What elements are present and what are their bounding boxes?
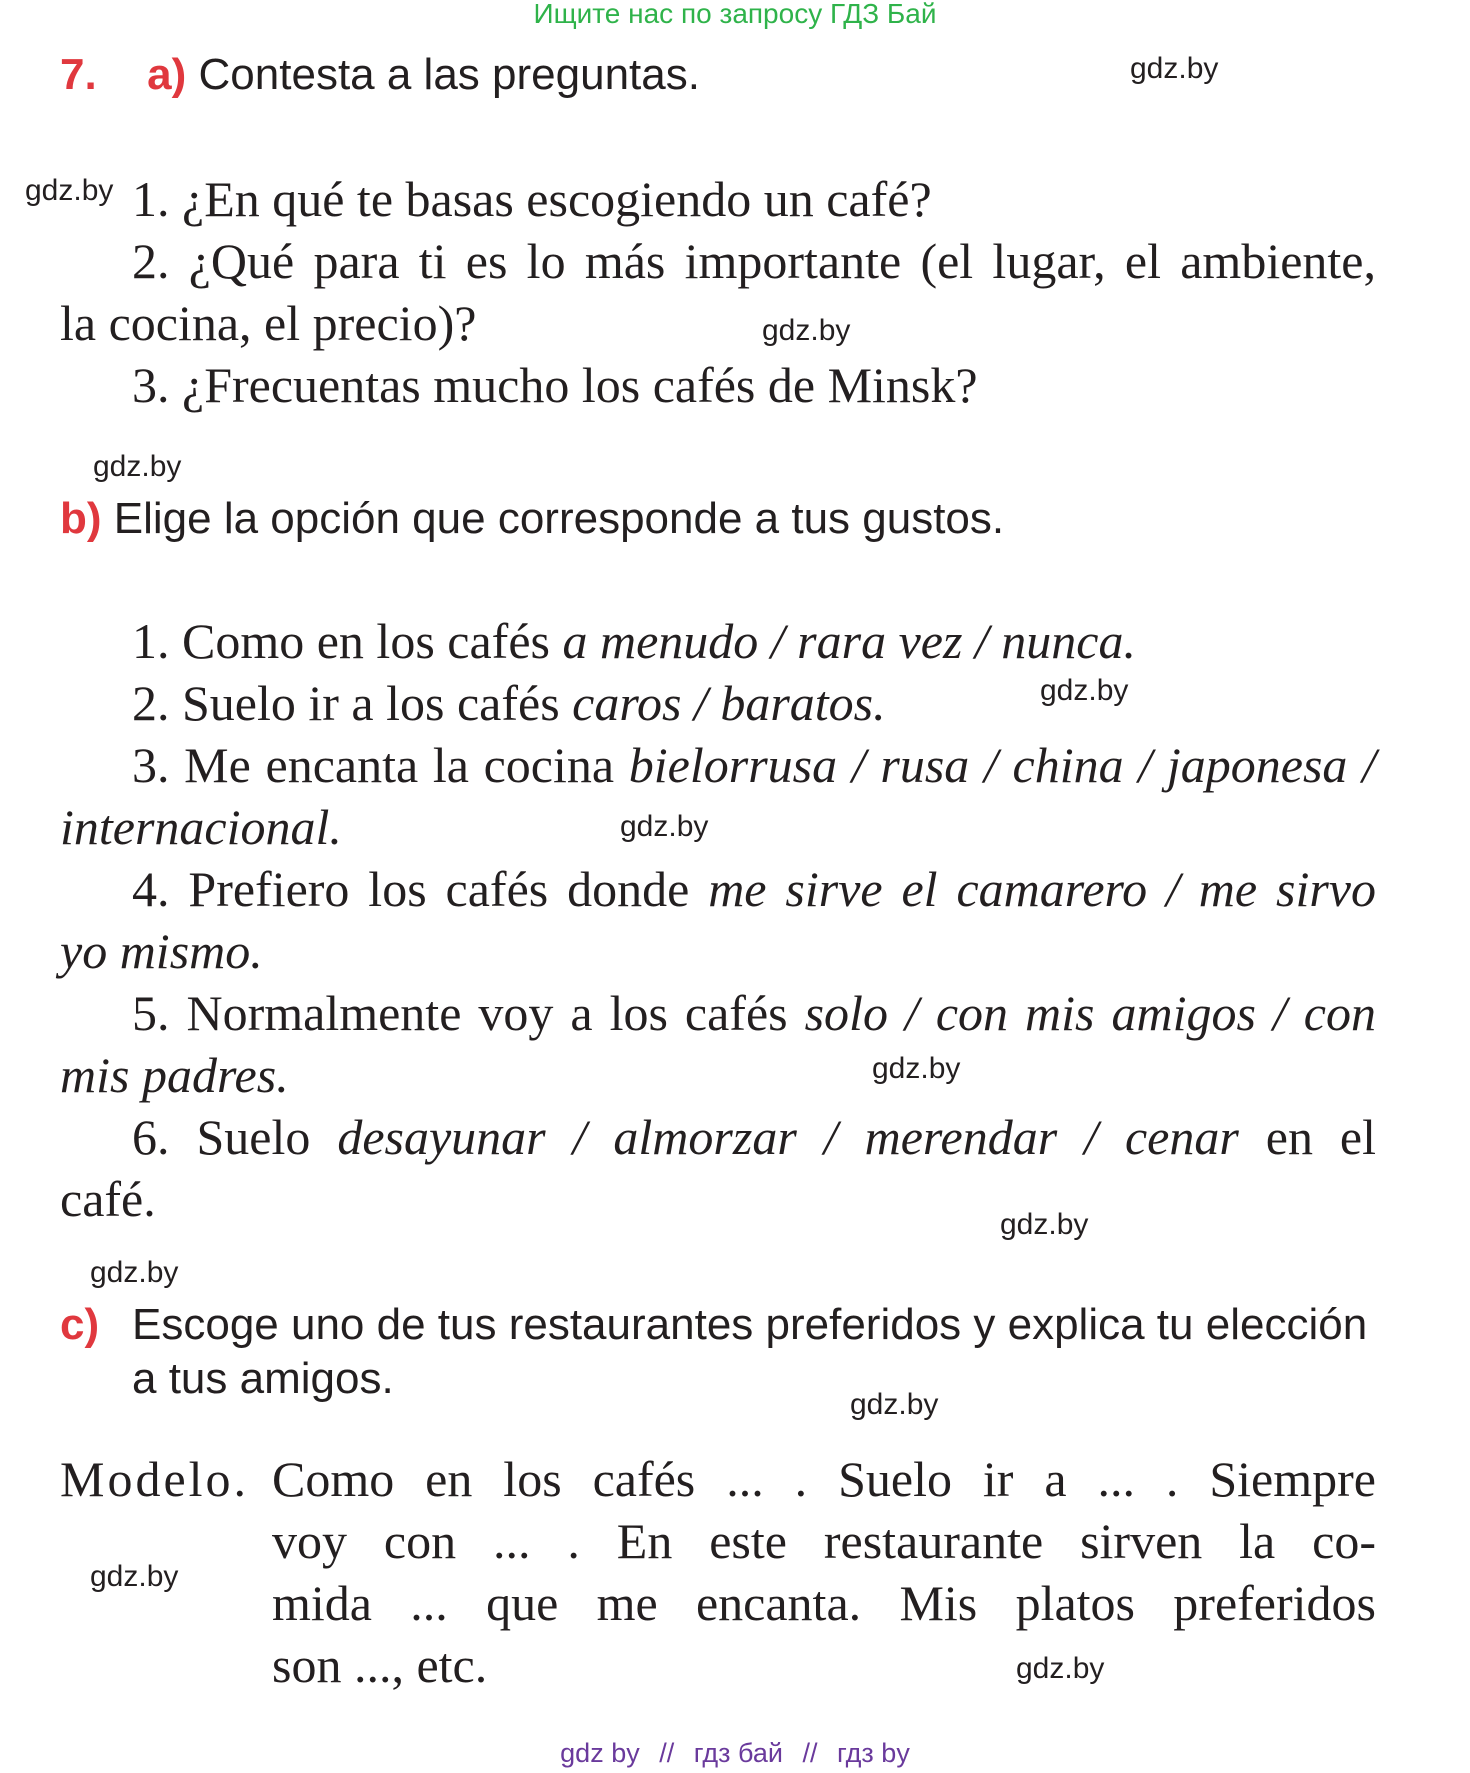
option-3-choices-end: internacional. xyxy=(60,799,342,855)
question-2-line-1: 2. ¿Qué para ti es lo más importante (el lugar, el ambiente, xyxy=(132,233,1376,289)
exercise-a-header xyxy=(60,50,700,100)
watermark: gdz.by xyxy=(762,314,851,347)
option-6-text: 6. Suelo xyxy=(132,1109,338,1165)
watermark: gdz.by xyxy=(1130,52,1219,85)
watermark: gdz.by xyxy=(872,1052,961,1085)
top-banner[interactable]: Ищите нас по запросу ГДЗ Бай xyxy=(533,0,937,29)
part-b-title: Elige la opción que corresponde a tus gustos. xyxy=(113,494,1005,543)
footer-separator: // xyxy=(659,1738,675,1768)
question-3: 3. ¿Frecuentas mucho los cafés de Minsk? xyxy=(132,357,978,413)
option-2-choices: caros / baratos. xyxy=(572,675,886,731)
option-4-text: 4. Prefiero los cafés donde xyxy=(132,861,709,917)
footer-link-gdz-bay[interactable]: гдз бай xyxy=(693,1738,783,1768)
option-item-3-line-2 xyxy=(60,796,342,858)
option-6-text-end: en el xyxy=(1238,1109,1376,1165)
footer-link-gdz-by[interactable]: gdz by xyxy=(560,1738,640,1768)
option-item-3 xyxy=(132,734,1376,796)
option-item-5-line-2 xyxy=(60,1044,289,1106)
watermark: gdz.by xyxy=(620,810,709,843)
modelo-line-2: voy con ... . En este restaurante sirven la co- xyxy=(272,1513,1376,1569)
watermark: gdz.by xyxy=(1040,674,1129,707)
part-c-marker-text: c) xyxy=(60,1300,100,1349)
exercise-number: 7. xyxy=(60,50,97,99)
modelo-line-3: mida ... que me encanta. Mis platos preferidos xyxy=(272,1575,1376,1631)
part-a-title: Contesta a las preguntas. xyxy=(198,50,700,99)
part-a-marker: a) xyxy=(147,50,187,99)
option-item-4-line-2 xyxy=(60,920,263,982)
option-6-choices: desayunar / almorzar / merendar / cenar xyxy=(337,1109,1239,1165)
part-c-title-line-2: a tus amigos. xyxy=(132,1354,394,1403)
option-1-text: 1. Como en los cafés xyxy=(132,613,563,669)
option-1-choices: a menudo / rara vez / nunca. xyxy=(562,613,1137,669)
option-2-text: 2. Suelo ir a los cafés xyxy=(132,675,573,731)
footer-link-gdz-by-ru[interactable]: гдз by xyxy=(837,1738,910,1768)
watermark: gdz.by xyxy=(1016,1652,1105,1685)
modelo-label: Modelo. xyxy=(60,1451,250,1507)
question-2-line-2: la cocina, el precio)? xyxy=(60,295,477,351)
question-1: 1. ¿En qué te basas escogiendo un café? xyxy=(132,171,932,227)
part-c-marker xyxy=(60,1300,99,1350)
option-5-text: 5. Normalmente voy a los cafés xyxy=(132,985,805,1041)
footer-separator: // xyxy=(802,1738,818,1768)
watermark: gdz.by xyxy=(90,1560,179,1593)
watermark: gdz.by xyxy=(1000,1208,1089,1241)
option-5-choices-end: mis padres. xyxy=(60,1047,289,1103)
option-4-choices-end: yo mismo. xyxy=(60,923,263,979)
footer-links xyxy=(0,1738,1470,1769)
part-c-title-line-1: Escoge uno de tus restaurantes preferidos y explica tu elección xyxy=(132,1300,1368,1349)
option-item-4 xyxy=(132,858,1376,920)
option-item-5 xyxy=(132,982,1376,1044)
watermark: gdz.by xyxy=(93,450,182,483)
modelo-line-1: Como en los cafés ... . Suelo ir a ... . Siempre xyxy=(272,1451,1376,1507)
part-c-title xyxy=(132,1300,1378,1404)
option-item-2 xyxy=(132,672,886,734)
option-item-6 xyxy=(132,1106,1376,1168)
watermark: gdz.by xyxy=(90,1256,179,1289)
modelo-line-4: son ..., etc. xyxy=(272,1637,488,1693)
option-3-text: 3. Me encanta la cocina xyxy=(132,737,629,793)
watermark: gdz.by xyxy=(25,174,114,207)
option-5-choices: solo / con mis amigos / con xyxy=(804,985,1376,1041)
option-3-choices: bielorrusa / rusa / china / japonesa / xyxy=(628,737,1376,793)
watermark: gdz.by xyxy=(850,1388,939,1421)
option-item-6-line-2: café. xyxy=(60,1171,156,1227)
option-item-1 xyxy=(132,610,1136,672)
exercise-b-header xyxy=(60,494,1004,544)
part-b-marker: b) xyxy=(60,494,102,543)
option-4-choices: me sirve el camarero / me sirvo xyxy=(708,861,1376,917)
